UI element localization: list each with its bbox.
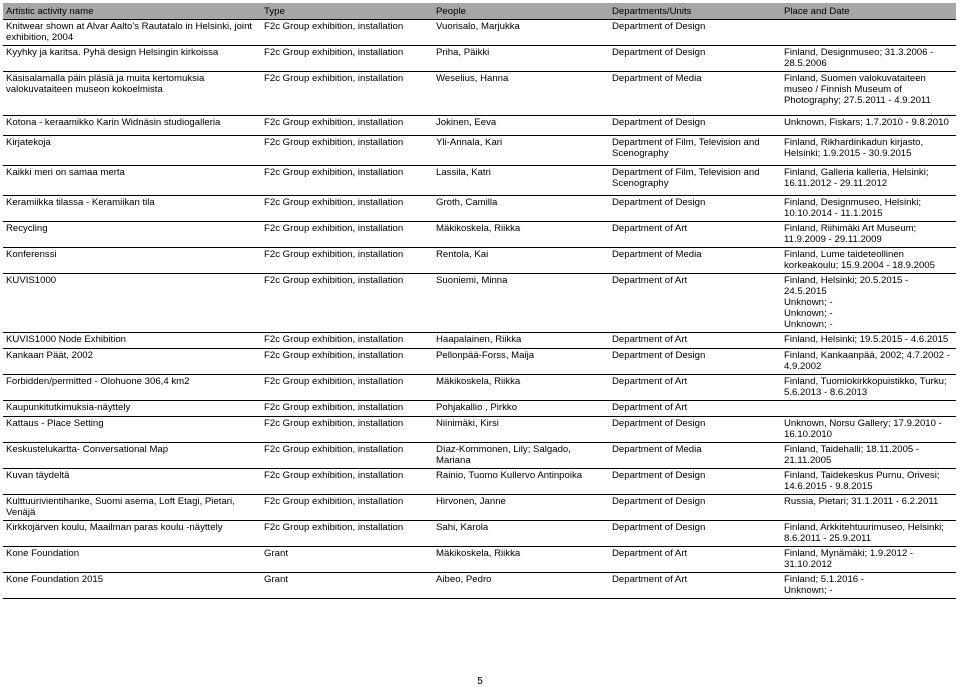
header-departments: Departments/Units bbox=[612, 5, 692, 17]
type-cell: F2c Group exhibition, installation bbox=[261, 222, 433, 248]
department-cell: Department of Design bbox=[609, 469, 781, 495]
type-cell: F2c Group exhibition, installation bbox=[261, 401, 433, 417]
type-cell: F2c Group exhibition, installation bbox=[261, 116, 433, 136]
department-cell: Department of Media bbox=[609, 72, 781, 116]
table-row bbox=[3, 469, 956, 495]
place-date-cell: Finland, Rikhardinkadun kirjasto, Helsinki; 1.9.2015 - 30.9.2015 bbox=[781, 136, 956, 166]
type-cell: F2c Group exhibition, installation bbox=[261, 443, 433, 469]
type-cell: F2c Group exhibition, installation bbox=[261, 196, 433, 222]
activity-name-cell: Keramiikka tilassa - Keramiikan tila bbox=[3, 196, 261, 222]
place-date-cell: Finland; 5.1.2016 - Unknown; - bbox=[781, 573, 956, 599]
activity-name-cell: Recycling bbox=[3, 222, 261, 248]
activity-name-cell: Kulttuurivientihanke, Suomi asema, Loft Etagi, Pietari, Venäjä bbox=[3, 495, 261, 521]
type-cell: Grant bbox=[261, 573, 433, 599]
activity-name-cell: Keskustelukartta- Conversational Map bbox=[3, 443, 261, 469]
activity-name-cell: Kirjatekoja bbox=[3, 136, 261, 166]
table-row bbox=[3, 72, 956, 116]
header-activity-name: Artistic activity name bbox=[6, 5, 94, 17]
place-date-cell: Finland, Designmuseo; 31.3.2006 - 28.5.2006 bbox=[781, 46, 956, 72]
department-cell: Department of Design bbox=[609, 20, 781, 46]
type-cell: F2c Group exhibition, installation bbox=[261, 136, 433, 166]
table-row bbox=[3, 401, 956, 417]
activity-name-cell: Kone Foundation 2015 bbox=[3, 573, 261, 599]
table-row bbox=[3, 521, 956, 547]
department-cell: Department of Design bbox=[609, 521, 781, 547]
type-cell: F2c Group exhibition, installation bbox=[261, 469, 433, 495]
activity-name-cell: Kotona - keraamikko Karin Widnäsin studiogalleria bbox=[3, 116, 261, 136]
people-cell: Aibeo, Pedro bbox=[433, 573, 609, 599]
header-type: Type bbox=[264, 5, 285, 17]
people-cell: Haapalainen, Riikka bbox=[433, 333, 609, 349]
place-date-cell bbox=[781, 401, 956, 417]
activity-name-cell: Kone Foundation bbox=[3, 547, 261, 573]
activity-name-cell: KUVIS1000 bbox=[3, 274, 261, 333]
department-cell: Department of Art bbox=[609, 222, 781, 248]
table-row bbox=[3, 136, 956, 166]
people-cell: Pellonpää-Forss, Maija bbox=[433, 349, 609, 375]
people-cell: Groth, Camilla bbox=[433, 196, 609, 222]
type-cell: F2c Group exhibition, installation bbox=[261, 495, 433, 521]
table-row bbox=[3, 116, 956, 136]
people-cell: Yli-Annala, Kari bbox=[433, 136, 609, 166]
department-cell: Department of Film, Television and Scenography bbox=[609, 166, 781, 196]
place-date-cell: Finland, Mynämäki; 1.9.2012 - 31.10.2012 bbox=[781, 547, 956, 573]
people-cell: Suoniemi, Minna bbox=[433, 274, 609, 333]
people-cell: Jokinen, Eeva bbox=[433, 116, 609, 136]
place-date-cell: Finland, Suomen valokuvataiteen museo / Finnish Museum of Photography; 27.5.2011 - 4.9.2011 bbox=[781, 72, 956, 116]
people-cell: Pohjakallio , Pirkko bbox=[433, 401, 609, 417]
type-cell: F2c Group exhibition, installation bbox=[261, 349, 433, 375]
department-cell: Department of Media bbox=[609, 248, 781, 274]
department-cell: Department of Media bbox=[609, 443, 781, 469]
table-row bbox=[3, 417, 956, 443]
place-date-cell bbox=[781, 20, 956, 46]
activity-name-cell: Konferenssi bbox=[3, 248, 261, 274]
department-cell: Department of Art bbox=[609, 274, 781, 333]
type-cell: F2c Group exhibition, installation bbox=[261, 248, 433, 274]
people-cell: Niinimäki, Kirsi bbox=[433, 417, 609, 443]
type-cell: F2c Group exhibition, installation bbox=[261, 20, 433, 46]
page-number: 5 bbox=[477, 676, 483, 687]
department-cell: Department of Art bbox=[609, 401, 781, 417]
activity-name-cell: Kankaan Päät, 2002 bbox=[3, 349, 261, 375]
activity-name-cell: Käsisalamalla päin pläsiä ja muita kertomuksia valokuvataiteen museon kokoelmista bbox=[3, 72, 261, 116]
type-cell: F2c Group exhibition, installation bbox=[261, 166, 433, 196]
table-row bbox=[3, 349, 956, 375]
table-row bbox=[3, 20, 956, 46]
table-row bbox=[3, 333, 956, 349]
activity-table bbox=[3, 3, 956, 599]
place-date-cell: Finland, Kankaanpää, 2002; 4.7.2002 - 4.9.2002 bbox=[781, 349, 956, 375]
type-cell: F2c Group exhibition, installation bbox=[261, 274, 433, 333]
type-cell: F2c Group exhibition, installation bbox=[261, 417, 433, 443]
place-date-cell: Russia, Pietari; 31.1.2011 - 6.2.2011 bbox=[781, 495, 956, 521]
type-cell: F2c Group exhibition, installation bbox=[261, 521, 433, 547]
department-cell: Department of Art bbox=[609, 375, 781, 401]
table-row bbox=[3, 547, 956, 573]
activity-name-cell: Kirkkojärven koulu, Maailman paras koulu -näyttely bbox=[3, 521, 261, 547]
place-date-cell: Unknown, Norsu Gallery; 17.9.2010 - 16.10.2010 bbox=[781, 417, 956, 443]
table-row bbox=[3, 46, 956, 72]
table-row bbox=[3, 573, 956, 599]
department-cell: Department of Design bbox=[609, 495, 781, 521]
activity-name-cell: Kattaus - Place Setting bbox=[3, 417, 261, 443]
table-row bbox=[3, 196, 956, 222]
activity-name-cell: Knitwear shown at Alvar Aalto's Rautatalo in Helsinki, joint exhibition, 2004 bbox=[3, 20, 261, 46]
header-place-date: Place and Date bbox=[784, 5, 850, 17]
place-date-cell: Finland, Taidehalli; 18.11.2005 - 21.11.2005 bbox=[781, 443, 956, 469]
people-cell: Lassila, Katri bbox=[433, 166, 609, 196]
people-cell: Mäkikoskela, Riikka bbox=[433, 547, 609, 573]
place-date-cell: Finland, Tuomiokirkkopuistikko, Turku; 5.6.2013 - 8.6.2013 bbox=[781, 375, 956, 401]
place-date-cell: Finland, Lume taideteollinen korkeakoulu; 15.9.2004 - 18.9.2005 bbox=[781, 248, 956, 274]
place-date-cell: Finland, Designmuseo, Helsinki; 10.10.2014 - 11.1.2015 bbox=[781, 196, 956, 222]
table-row bbox=[3, 222, 956, 248]
type-cell: F2c Group exhibition, installation bbox=[261, 375, 433, 401]
people-cell: Rainio, Tuomo Kullervo Antinpoika bbox=[433, 469, 609, 495]
people-cell: Sahi, Karola bbox=[433, 521, 609, 547]
department-cell: Department of Art bbox=[609, 547, 781, 573]
table-row bbox=[3, 495, 956, 521]
department-cell: Department of Design bbox=[609, 46, 781, 72]
department-cell: Department of Art bbox=[609, 573, 781, 599]
people-cell: Mäkikoskela, Riikka bbox=[433, 222, 609, 248]
place-date-cell: Finland, Helsinki; 20.5.2015 - 24.5.2015 Unknown; - Unknown; - Unknown; - bbox=[781, 274, 956, 333]
type-cell: F2c Group exhibition, installation bbox=[261, 46, 433, 72]
people-cell: Weselius, Hanna bbox=[433, 72, 609, 116]
people-cell: Hirvonen, Janne bbox=[433, 495, 609, 521]
department-cell: Department of Design bbox=[609, 349, 781, 375]
activity-name-cell: Forbidden/permitted - Olohuone 306,4 km2 bbox=[3, 375, 261, 401]
place-date-cell: Finland, Riihimäki Art Museum; 11.9.2009 - 29.11.2009 bbox=[781, 222, 956, 248]
table-row bbox=[3, 274, 956, 333]
activity-name-cell: Kaupunkitutkimuksia-näyttely bbox=[3, 401, 261, 417]
place-date-cell: Finland, Arkkitehtuurimuseo, Helsinki; 8.6.2011 - 25.9.2011 bbox=[781, 521, 956, 547]
place-date-cell: Unknown, Fiskars; 1.7.2010 - 9.8.2010 bbox=[781, 116, 956, 136]
department-cell: Department of Design bbox=[609, 417, 781, 443]
people-cell: Rentola, Kai bbox=[433, 248, 609, 274]
table-row bbox=[3, 375, 956, 401]
department-cell: Department of Design bbox=[609, 196, 781, 222]
table-row bbox=[3, 248, 956, 274]
activity-name-cell: Kyyhky ja karitsa. Pyhä design Helsingin kirkoissa bbox=[3, 46, 261, 72]
department-cell: Department of Film, Television and Scenography bbox=[609, 136, 781, 166]
people-cell: Vuorisalo, Marjukka bbox=[433, 20, 609, 46]
type-cell: Grant bbox=[261, 547, 433, 573]
activity-name-cell: Kaikki meri on samaa merta bbox=[3, 166, 261, 196]
header-people: People bbox=[436, 5, 466, 17]
table-row bbox=[3, 443, 956, 469]
table-header-row bbox=[3, 3, 956, 20]
place-date-cell: Finland, Helsinki; 19.5.2015 - 4.6.2015 bbox=[781, 333, 956, 349]
department-cell: Department of Art bbox=[609, 333, 781, 349]
type-cell: F2c Group exhibition, installation bbox=[261, 333, 433, 349]
department-cell: Department of Design bbox=[609, 116, 781, 136]
type-cell: F2c Group exhibition, installation bbox=[261, 72, 433, 116]
place-date-cell: Finland, Taidekeskus Purnu, Orivesi; 14.6.2015 - 9.8.2015 bbox=[781, 469, 956, 495]
people-cell: Díaz-Kommonen, Lily; Salgado, Mariana bbox=[433, 443, 609, 469]
table-row bbox=[3, 166, 956, 196]
activity-name-cell: KUVIS1000 Node Exhibition bbox=[3, 333, 261, 349]
people-cell: Mäkikoskela, Riikka bbox=[433, 375, 609, 401]
people-cell: Priha, Päikki bbox=[433, 46, 609, 72]
activity-name-cell: Kuvan täydeltä bbox=[3, 469, 261, 495]
place-date-cell: Finland, Galleria kalleria, Helsinki; 16.11.2012 - 29.11.2012 bbox=[781, 166, 956, 196]
